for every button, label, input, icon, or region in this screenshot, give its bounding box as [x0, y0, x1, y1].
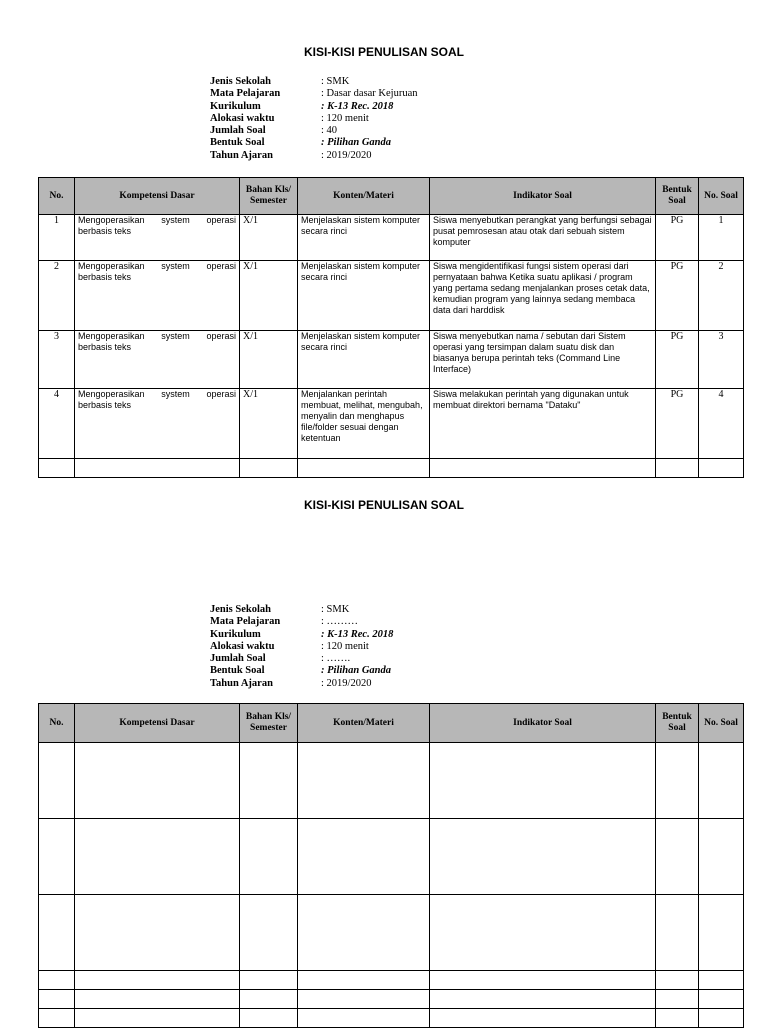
empty-cell — [75, 459, 240, 478]
cell-indikator-soal: Siswa melakukan perintah yang digunakan untuk membuat direktori bernama "Dataku" — [430, 389, 656, 459]
meta-value: : SMK — [321, 76, 350, 87]
empty-cell — [430, 819, 656, 895]
header-no: No. — [39, 178, 75, 215]
empty-cell — [430, 990, 656, 1009]
cell-nomor-soal: 4 — [699, 389, 744, 459]
meta-block-1 — [210, 76, 418, 162]
header-bahan-kelas: Bahan Kls/ Semester — [240, 704, 298, 743]
empty-cell — [298, 990, 430, 1009]
empty-cell — [39, 1009, 75, 1028]
meta-label: Jumlah Soal — [210, 125, 266, 137]
empty-cell — [298, 1009, 430, 1028]
cell-konten-materi: Menjalankan perintah membuat, melihat, mengubah, menyalin dan menghapus file/folder sesuai dengan ketentuan — [298, 389, 430, 459]
meta-value: : 2019/2020 — [321, 149, 372, 161]
cell-kompetensi-dasar: Mengoperasikan system operasi berbasis teks — [75, 215, 240, 261]
empty-cell — [699, 895, 744, 971]
meta-label: Jenis Sekolah — [210, 76, 271, 87]
header-indikator-soal: Indikator Soal — [430, 178, 656, 215]
meta-row — [210, 125, 418, 137]
empty-cell — [656, 895, 699, 971]
header-kompetensi-dasar: Kompetensi Dasar — [75, 178, 240, 215]
cell-no: 4 — [39, 389, 75, 459]
meta-value: : 2019/2020 — [321, 677, 372, 689]
cell-bentuk-soal: PG — [656, 331, 699, 389]
empty-cell — [430, 743, 656, 819]
empty-cell — [430, 971, 656, 990]
meta-row — [210, 88, 418, 100]
empty-cell — [240, 895, 298, 971]
empty-cell — [298, 895, 430, 971]
meta-row — [210, 150, 418, 162]
empty-cell — [699, 1009, 744, 1028]
cell-no: 1 — [39, 215, 75, 261]
header-konten-materi: Konten/Materi — [298, 704, 430, 743]
meta-value: : ……. — [321, 653, 351, 665]
empty-cell — [75, 971, 240, 990]
table-row-empty — [39, 1009, 744, 1028]
cell-nomor-soal: 2 — [699, 261, 744, 331]
meta-label: Alokasi waktu — [210, 640, 275, 652]
meta-label: Tahun Ajaran — [210, 149, 273, 161]
cell-kompetensi-dasar: Mengoperasikan system operasi berbasis teks — [75, 331, 240, 389]
empty-cell — [39, 459, 75, 478]
empty-cell — [240, 459, 298, 478]
meta-value: : 40 — [321, 125, 338, 137]
meta-value: : K-13 Rec. 2018 — [321, 100, 394, 112]
table-row — [39, 261, 744, 331]
empty-cell — [656, 1009, 699, 1028]
empty-cell — [430, 895, 656, 971]
empty-cell — [75, 743, 240, 819]
empty-cell — [656, 459, 699, 478]
empty-cell — [699, 971, 744, 990]
cell-nomor-soal: 1 — [699, 215, 744, 261]
meta-label: Alokasi waktu — [210, 112, 275, 124]
header-konten-materi: Konten/Materi — [298, 178, 430, 215]
cell-indikator-soal: Siswa mengidentifikasi fungsi sistem operasi dari pernyataan bahwa Ketika suatu aplikasi / program yang pertama sedang menjalankan proses cetak data, kemudian program yang lainnya sedang membaca data dari harddisk — [430, 261, 656, 331]
header-no: No. — [39, 704, 75, 743]
cell-kompetensi-dasar: Mengoperasikan system operasi berbasis teks — [75, 261, 240, 331]
empty-cell — [240, 971, 298, 990]
empty-cell — [656, 990, 699, 1009]
empty-cell — [656, 971, 699, 990]
empty-cell — [298, 743, 430, 819]
cell-konten-materi: Menjelaskan sistem komputer secara rinci — [298, 215, 430, 261]
empty-cell — [656, 743, 699, 819]
table-row-empty — [39, 971, 744, 990]
meta-row — [210, 76, 418, 88]
empty-cell — [75, 990, 240, 1009]
table-row — [39, 389, 744, 459]
meta-value: : Pilihan Ganda — [321, 137, 392, 149]
meta-value: : ……… — [321, 616, 359, 628]
kisi-table-1 — [38, 177, 744, 478]
empty-cell — [699, 819, 744, 895]
meta-value: : SMK — [321, 604, 350, 615]
kisi-table-2 — [38, 703, 744, 1028]
meta-row — [210, 641, 393, 653]
meta-label: Kurikulum — [210, 100, 261, 112]
empty-cell — [430, 459, 656, 478]
meta-row — [210, 113, 418, 125]
header-kompetensi-dasar: Kompetensi Dasar — [75, 704, 240, 743]
meta-row — [210, 137, 418, 149]
empty-cell — [699, 459, 744, 478]
meta-label: Kurikulum — [210, 628, 261, 640]
table-row-empty — [39, 990, 744, 1009]
cell-kelas: X/1 — [240, 261, 298, 331]
meta-row — [210, 604, 393, 616]
meta-label: Jumlah Soal — [210, 653, 266, 665]
empty-cell — [75, 895, 240, 971]
meta-row — [210, 653, 393, 665]
meta-label: Mata Pelajaran — [210, 88, 281, 100]
meta-label: Jenis Sekolah — [210, 604, 271, 615]
meta-row — [210, 101, 418, 113]
table-row — [39, 215, 744, 261]
meta-value: : Pilihan Ganda — [321, 665, 392, 677]
empty-cell — [699, 743, 744, 819]
document-title-1: KISI-KISI PENULISAN SOAL — [303, 45, 464, 59]
meta-row — [210, 678, 393, 690]
empty-cell — [240, 1009, 298, 1028]
meta-label: Mata Pelajaran — [210, 616, 281, 628]
cell-bentuk-soal: PG — [656, 389, 699, 459]
empty-cell — [75, 819, 240, 895]
empty-cell — [298, 819, 430, 895]
empty-cell — [75, 1009, 240, 1028]
empty-cell — [39, 743, 75, 819]
cell-kelas: X/1 — [240, 389, 298, 459]
meta-row — [210, 616, 393, 628]
meta-label: Bentuk Soal — [210, 137, 265, 149]
meta-value: : 120 menit — [321, 112, 369, 124]
empty-cell — [430, 1009, 656, 1028]
empty-cell — [39, 971, 75, 990]
cell-indikator-soal: Siswa menyebutkan perangkat yang berfungsi sebagai pusat pemrosesan atau otak dari sebuah sistem komputer — [430, 215, 656, 261]
empty-cell — [39, 819, 75, 895]
cell-no: 3 — [39, 331, 75, 389]
cell-kelas: X/1 — [240, 331, 298, 389]
meta-value: : K-13 Rec. 2018 — [321, 628, 394, 640]
cell-konten-materi: Menjelaskan sistem komputer secara rinci — [298, 261, 430, 331]
meta-block-2 — [210, 604, 393, 690]
cell-indikator-soal: Siswa menyebutkan nama / sebutan dari Sistem operasi yang tersimpan dalam suatu disk dan biasanya berupa perintah teks (Command Line Interface) — [430, 331, 656, 389]
header-nomor-soal: No. Soal — [699, 178, 744, 215]
header-nomor-soal: No. Soal — [699, 704, 744, 743]
table-row-empty — [39, 459, 744, 478]
meta-value: : 120 menit — [321, 640, 369, 652]
empty-cell — [39, 895, 75, 971]
empty-cell — [39, 990, 75, 1009]
meta-row — [210, 629, 393, 641]
header-indikator-soal: Indikator Soal — [430, 704, 656, 743]
empty-cell — [298, 971, 430, 990]
cell-nomor-soal: 3 — [699, 331, 744, 389]
cell-kelas: X/1 — [240, 215, 298, 261]
document-title-2: KISI-KISI PENULISAN SOAL — [303, 498, 464, 512]
header-bentuk-soal: Bentuk Soal — [656, 704, 699, 743]
cell-konten-materi: Menjelaskan sistem komputer secara rinci — [298, 331, 430, 389]
meta-label: Bentuk Soal — [210, 665, 265, 677]
meta-value: : Dasar dasar Kejuruan — [321, 88, 418, 100]
header-bahan-kelas: Bahan Kls/ Semester — [240, 178, 298, 215]
meta-label: Tahun Ajaran — [210, 677, 273, 689]
empty-cell — [240, 819, 298, 895]
empty-cell — [699, 990, 744, 1009]
table-row-empty — [39, 819, 744, 895]
empty-cell — [240, 990, 298, 1009]
table-row — [39, 331, 744, 389]
empty-cell — [298, 459, 430, 478]
cell-kompetensi-dasar: Mengoperasikan system operasi berbasis teks — [75, 389, 240, 459]
empty-cell — [656, 819, 699, 895]
table-row-empty — [39, 743, 744, 819]
cell-bentuk-soal: PG — [656, 261, 699, 331]
meta-row — [210, 665, 393, 677]
cell-no: 2 — [39, 261, 75, 331]
empty-cell — [240, 743, 298, 819]
table-row-empty — [39, 895, 744, 971]
header-bentuk-soal: Bentuk Soal — [656, 178, 699, 215]
cell-bentuk-soal: PG — [656, 215, 699, 261]
